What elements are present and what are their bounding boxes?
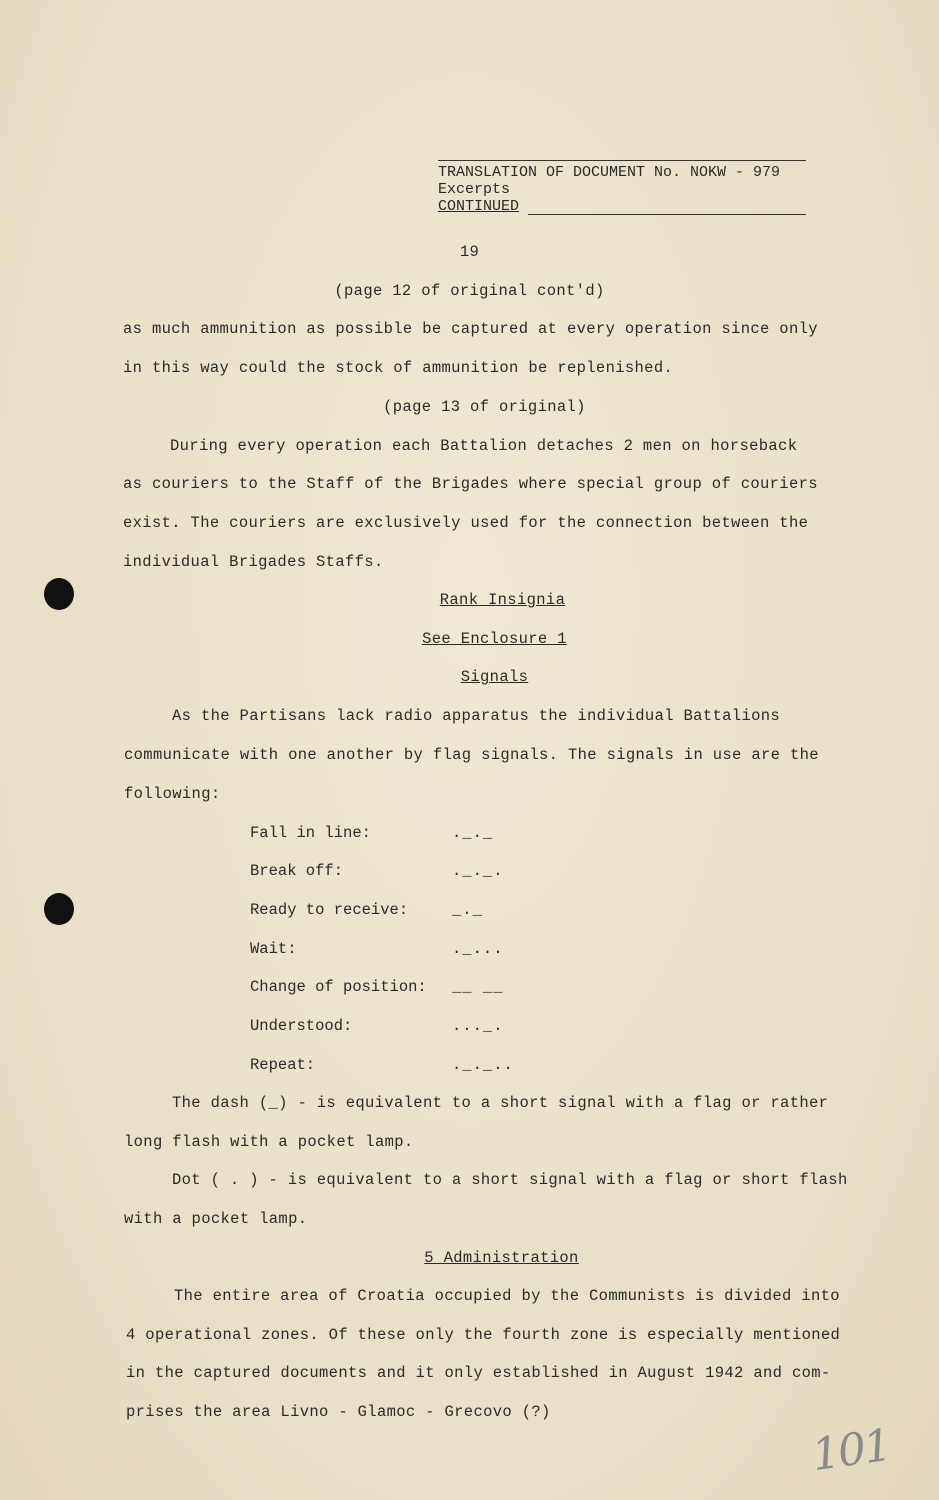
signal-code: _._: [452, 901, 483, 919]
page-number: 19: [459, 243, 480, 261]
text-line: with a pocket lamp.: [124, 1210, 308, 1228]
text-line: communicate with one another by flag signals. The signals in use are the: [124, 746, 819, 764]
text-line: long flash with a pocket lamp.: [124, 1133, 414, 1151]
signal-code: ._._..: [452, 1056, 514, 1074]
text-line: The entire area of Croatia occupied by the Communists is divided into: [174, 1287, 840, 1305]
punch-hole: [44, 893, 74, 925]
signal-label: Understood:: [250, 1017, 353, 1035]
text-line: as couriers to the Staff of the Brigades where special group of couriers: [123, 475, 818, 493]
text-line: prises the area Livno - Glamoc - Grecovo (?): [126, 1403, 551, 1421]
signal-code: ..._.: [452, 1017, 504, 1035]
text-line: in this way could the stock of ammunition be replenished.: [123, 359, 674, 377]
signal-code: __ __: [452, 978, 504, 996]
page-note: (page 12 of original cont'd): [334, 282, 605, 300]
text-line: As the Partisans lack radio apparatus the individual Battalions: [172, 707, 781, 725]
text-line: individual Brigades Staffs.: [123, 553, 384, 571]
signal-label: Break off:: [250, 862, 344, 880]
signal-code: ._._: [452, 824, 494, 842]
signal-label: Ready to receive:: [250, 901, 409, 919]
section-heading-administration: 5 Administration: [424, 1249, 579, 1267]
text-line: in the captured documents and it only established in August 1942 and com-: [126, 1364, 831, 1382]
text-line: The dash (_) - is equivalent to a short signal with a flag or rather: [172, 1094, 829, 1112]
page-note: (page 13 of original): [383, 398, 586, 416]
section-heading-signals: Signals: [460, 668, 529, 686]
text-line: exist. The couriers are exclusively used for the connection between the: [123, 514, 809, 532]
text-line: During every operation each Battalion detaches 2 men on horseback: [170, 437, 798, 455]
document-header: [438, 160, 806, 215]
header-subtitle: Excerpts: [438, 181, 511, 198]
signal-label: Repeat:: [250, 1056, 316, 1074]
signal-label: Change of position:: [250, 978, 427, 996]
text-line: 4 operational zones. Of these only the fourth zone is especially mentioned: [126, 1326, 841, 1344]
signal-code: ._._.: [452, 862, 504, 880]
section-heading-enclosure: See Enclosure 1: [422, 630, 567, 648]
signal-code: ._...: [452, 940, 504, 958]
header-status: CONTINUED: [438, 198, 520, 215]
section-heading-rank: Rank Insignia: [439, 591, 566, 609]
header-title: TRANSLATION OF DOCUMENT No. NOKW - 979: [438, 164, 781, 181]
signal-label: Wait:: [250, 940, 297, 958]
text-line: Dot ( . ) - is equivalent to a short signal with a flag or short flash: [172, 1171, 848, 1189]
header-bottom-rule: [528, 214, 806, 215]
header-top-rule: [438, 160, 806, 161]
handwritten-page-number: 101: [808, 1419, 894, 1482]
signal-label: Fall in line:: [250, 824, 371, 842]
text-line: following:: [124, 785, 221, 803]
text-line: as much ammunition as possible be captured at every operation since only: [123, 320, 818, 338]
